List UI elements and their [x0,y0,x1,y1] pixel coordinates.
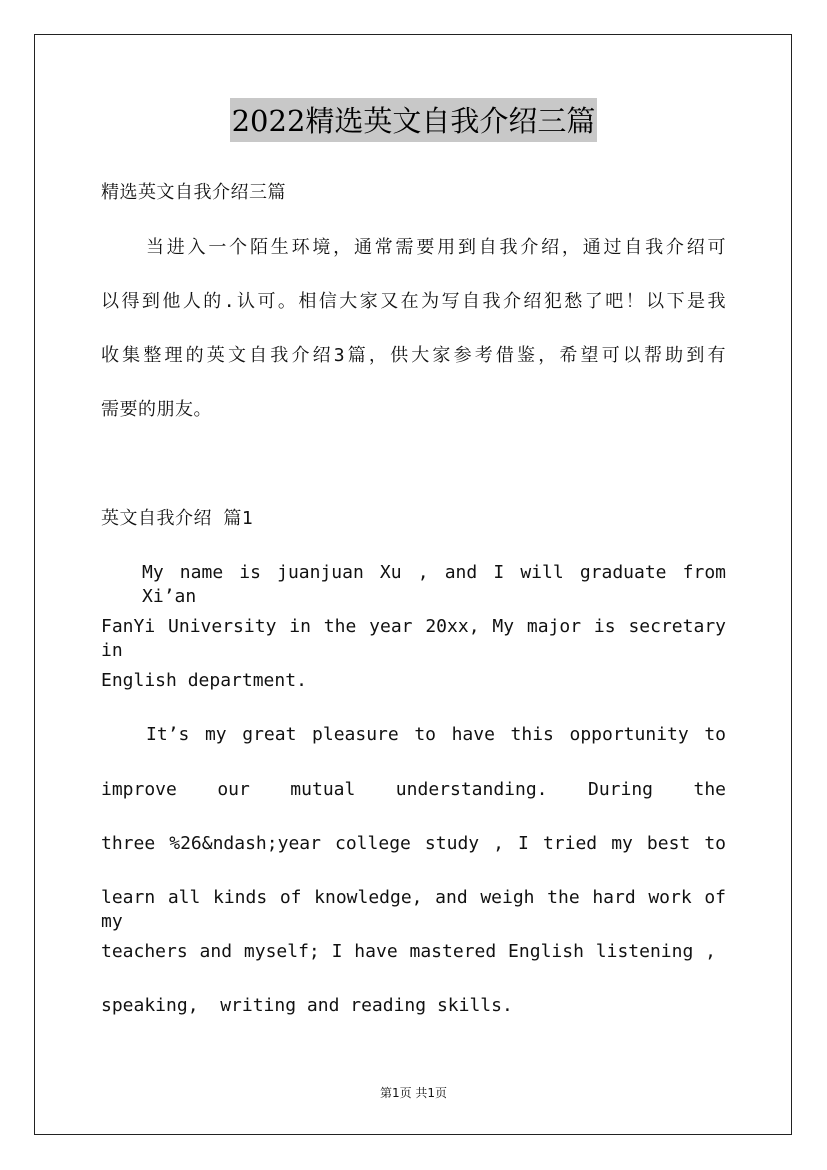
intro-line: 以得到他人的.认可。相信大家又在为写自我介绍犯愁了吧！以下是我 [101,291,726,312]
body-line: FanYi University in the year 20xx, My major is secretary in [101,616,726,661]
section-heading: 英文自我介绍 篇1 [101,508,254,529]
body-line: My name is juanjuan Xu , and I will graduate from Xi’an [142,562,726,607]
body-line: English department. [101,670,307,691]
body-line: It’s my great pleasure to have this opportunity to [146,724,726,745]
body-line: learn all kinds of knowledge, and weigh the hard work of my [101,887,726,932]
body-line: speaking, writing and reading skills. [101,995,513,1016]
intro-line: 收集整理的英文自我介绍3篇，供大家参考借鉴，希望可以帮助到有 [101,345,726,366]
intro-line: 当进入一个陌生环境，通常需要用到自我介绍，通过自我介绍可 [146,237,726,258]
intro-line: 需要的朋友。 [101,399,212,420]
body-line: teachers and myself; I have mastered English listening , [101,941,716,962]
document-title: 2022精选英文自我介绍三篇 [230,98,598,142]
body-line: three %26&ndash;year college study , I tried my best to [101,833,726,854]
title-container [0,98,827,142]
document-subtitle: 精选英文自我介绍三篇 [101,182,286,203]
page-footer: 第1页 共1页 [379,1086,448,1100]
body-line: improve our mutual understanding. During the [101,779,726,800]
